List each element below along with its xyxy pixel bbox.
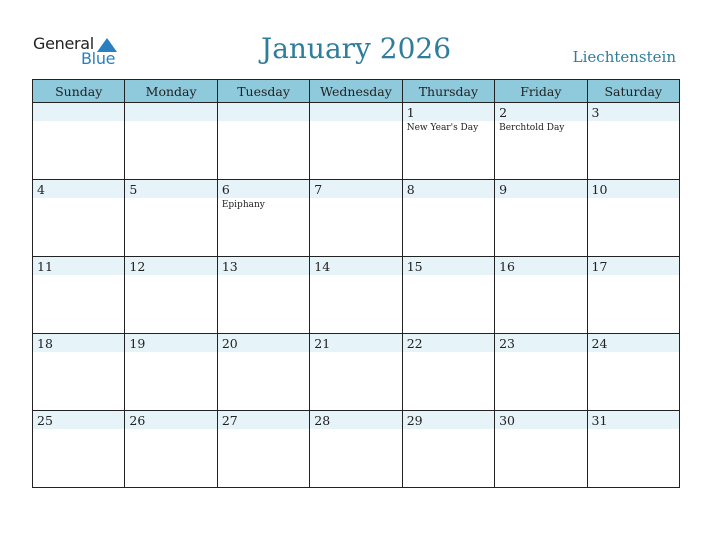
day-cell xyxy=(402,334,494,411)
day-number: 23 xyxy=(499,336,516,351)
day-number: 14 xyxy=(314,259,331,274)
day-cell xyxy=(587,180,679,257)
page-title: January 2026 xyxy=(260,32,452,65)
day-cell xyxy=(125,257,217,334)
day-cell xyxy=(125,411,217,488)
day-cell xyxy=(217,257,309,334)
day-cell xyxy=(217,103,309,180)
week-row xyxy=(33,334,680,411)
day-number: 12 xyxy=(129,259,146,274)
day-number: 28 xyxy=(314,413,331,428)
day-number: 7 xyxy=(314,182,323,197)
day-band xyxy=(310,103,401,121)
day-cell xyxy=(217,334,309,411)
day-number: 26 xyxy=(129,413,146,428)
weekday-header: Tuesday xyxy=(217,80,309,103)
calendar-grid xyxy=(32,79,680,488)
day-band xyxy=(125,180,216,198)
day-cell xyxy=(33,257,125,334)
day-band xyxy=(218,180,309,198)
day-cell xyxy=(495,334,587,411)
day-number: 2 xyxy=(499,105,508,120)
holiday-label: Epiphany xyxy=(221,200,265,210)
day-cell xyxy=(495,411,587,488)
day-cell xyxy=(402,411,494,488)
weekday-header: Friday xyxy=(495,80,587,103)
day-cell xyxy=(587,411,679,488)
day-number: 1 xyxy=(406,105,415,120)
day-cell xyxy=(33,180,125,257)
day-band xyxy=(495,103,586,121)
day-number: 25 xyxy=(37,413,53,428)
day-cell xyxy=(33,334,125,411)
day-number: 31 xyxy=(591,413,608,428)
day-cell xyxy=(495,180,587,257)
weekday-header: Monday xyxy=(125,80,217,103)
day-cell xyxy=(125,334,217,411)
day-number: 11 xyxy=(37,259,53,274)
day-cell xyxy=(33,411,125,488)
day-number: 5 xyxy=(129,182,138,197)
day-number: 30 xyxy=(499,413,516,428)
day-cell xyxy=(33,103,125,180)
week-row xyxy=(33,103,680,180)
day-number: 6 xyxy=(221,182,230,197)
day-number: 20 xyxy=(221,336,238,351)
day-cell xyxy=(402,180,494,257)
day-cell xyxy=(310,103,402,180)
day-cell xyxy=(310,257,402,334)
weekday-header: Wednesday xyxy=(310,80,402,103)
day-number: 10 xyxy=(591,182,608,197)
day-number: 8 xyxy=(406,182,415,197)
day-number: 21 xyxy=(314,336,331,351)
day-band xyxy=(495,180,586,198)
day-cell xyxy=(125,180,217,257)
day-number: 18 xyxy=(37,336,53,351)
day-number: 19 xyxy=(129,336,146,351)
day-number: 3 xyxy=(591,105,600,120)
day-cell xyxy=(402,257,494,334)
day-band xyxy=(33,103,124,121)
logo-text-general: General xyxy=(33,34,94,53)
day-number: 9 xyxy=(499,182,508,197)
holiday-label: Berchtold Day xyxy=(499,123,565,133)
day-number: 13 xyxy=(221,259,238,274)
holiday-label: New Year's Day xyxy=(406,123,479,133)
day-band xyxy=(125,103,216,121)
day-number: 27 xyxy=(221,413,238,428)
week-row xyxy=(33,180,680,257)
day-band xyxy=(403,103,494,121)
day-band xyxy=(588,103,679,121)
day-cell xyxy=(587,334,679,411)
weekday-header: Sunday xyxy=(33,80,125,103)
day-number: 17 xyxy=(591,259,608,274)
day-band xyxy=(310,180,401,198)
day-number: 16 xyxy=(499,259,516,274)
day-cell xyxy=(125,103,217,180)
day-band xyxy=(403,180,494,198)
weekday-header-row xyxy=(33,80,680,103)
day-number: 29 xyxy=(406,413,423,428)
day-cell xyxy=(495,257,587,334)
day-cell xyxy=(217,180,309,257)
day-cell xyxy=(495,103,587,180)
day-number: 4 xyxy=(37,182,45,197)
day-number: 15 xyxy=(406,259,423,274)
day-cell xyxy=(310,180,402,257)
day-cell xyxy=(310,411,402,488)
week-row xyxy=(33,257,680,334)
weekday-header: Saturday xyxy=(587,80,679,103)
logo-text-blue: Blue xyxy=(81,49,116,68)
day-band xyxy=(33,180,124,198)
weekday-header: Thursday xyxy=(402,80,494,103)
day-cell xyxy=(587,103,679,180)
country-label: Liechtenstein xyxy=(572,48,676,66)
day-number: 22 xyxy=(406,336,423,351)
day-cell xyxy=(217,411,309,488)
day-cell xyxy=(310,334,402,411)
day-cell xyxy=(402,103,494,180)
day-number: 24 xyxy=(591,336,608,351)
day-band xyxy=(218,103,309,121)
day-cell xyxy=(587,257,679,334)
week-row xyxy=(33,411,680,488)
